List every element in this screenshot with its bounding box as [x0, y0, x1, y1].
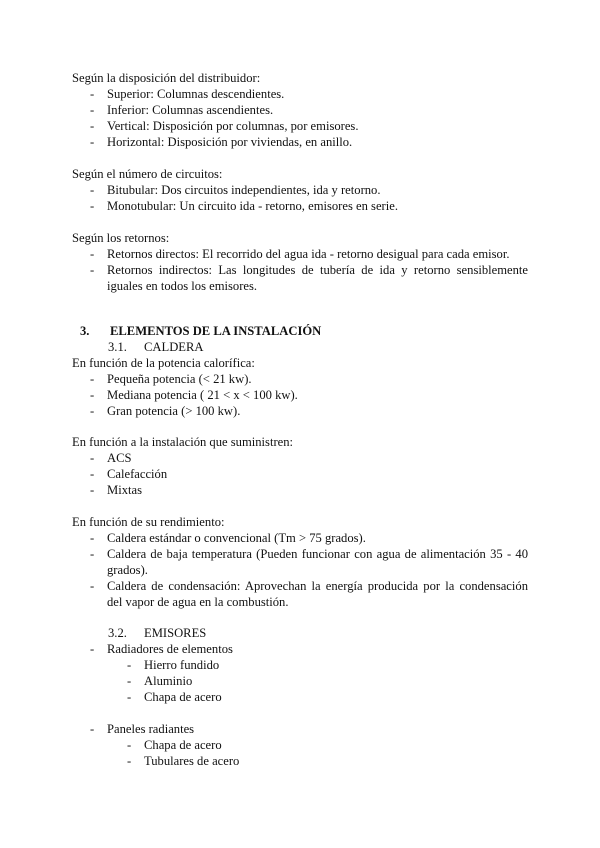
list-item: - ACS	[72, 450, 528, 466]
section-instalacion	[72, 434, 528, 498]
heading-number: 3.2.	[108, 626, 127, 640]
list-item: - Retornos directos: El recorrido del agua ida - retorno desigual para cada emisor.	[72, 246, 528, 262]
list-item: - Bitubular: Dos circuitos independientes, ida y retorno.	[72, 182, 528, 198]
heading-3-1	[72, 339, 528, 355]
sub-list-item: - Hierro fundido	[72, 657, 528, 673]
section-distribuidor	[72, 70, 528, 150]
list-item: - Mediana potencia ( 21 < x < 100 kw).	[72, 387, 528, 403]
section-retornos	[72, 230, 528, 294]
list-item: - Radiadores de elementos	[72, 641, 528, 657]
heading-3	[44, 323, 528, 339]
section-emisores	[72, 625, 528, 769]
heading-number: 3.1.	[108, 340, 127, 354]
sub-bullet-list	[72, 737, 528, 769]
list-item: - Gran potencia (> 100 kw).	[72, 403, 528, 419]
sub-bullet-list	[72, 657, 528, 705]
section-title: En función a la instalación que suministren:	[72, 435, 294, 449]
section-title: Según el número de circuitos:	[72, 167, 223, 181]
heading-text: ELEMENTOS DE LA INSTALACIÓN	[110, 324, 322, 338]
list-item: - Retornos indirectos: Las longitudes de tubería de ida y retorno sensiblemente iguales en todos los emisores.	[72, 262, 528, 294]
section-title: Según la disposición del distribuidor:	[72, 71, 261, 85]
list-item: - Paneles radiantes	[72, 721, 528, 737]
bullet-list	[72, 371, 528, 419]
bullet-list	[72, 86, 528, 150]
heading-text: CALDERA	[144, 340, 204, 354]
section-rendimiento	[72, 514, 528, 610]
bullet-list	[72, 246, 528, 294]
list-item: - Calefacción	[72, 466, 528, 482]
sub-list-item: - Chapa de acero	[72, 737, 528, 753]
list-item: - Horizontal: Disposición por viviendas, en anillo.	[72, 134, 528, 150]
section-circuitos	[72, 166, 528, 214]
spacer	[72, 705, 528, 721]
section-elementos	[72, 323, 528, 419]
list-item: - Vertical: Disposición por columnas, por emisores.	[72, 118, 528, 134]
list-item: - Inferior: Columnas ascendientes.	[72, 102, 528, 118]
heading-text: EMISORES	[144, 626, 207, 640]
bullet-list	[72, 530, 528, 610]
section-title: En función de la potencia calorífica:	[72, 356, 255, 370]
heading-3-2	[72, 625, 528, 641]
sub-list-item: - Chapa de acero	[72, 689, 528, 705]
list-item: - Monotubular: Un circuito ida - retorno, emisores en serie.	[72, 198, 528, 214]
list-item: - Mixtas	[72, 482, 528, 498]
sub-list-item: - Aluminio	[72, 673, 528, 689]
list-item: - Pequeña potencia (< 21 kw).	[72, 371, 528, 387]
list-item: - Superior: Columnas descendientes.	[72, 86, 528, 102]
sub-list-item: - Tubulares de acero	[72, 753, 528, 769]
bullet-list	[72, 641, 528, 657]
heading-number: 3.	[80, 324, 90, 338]
list-item: - Caldera estándar o convencional (Tm > 75 grados).	[72, 530, 528, 546]
bullet-list	[72, 450, 528, 498]
list-item: - Caldera de baja temperatura (Pueden funcionar con agua de alimentación 35 - 40 grados).	[72, 546, 528, 578]
bullet-list	[72, 182, 528, 214]
section-title: En función de su rendimiento:	[72, 515, 225, 529]
section-title: Según los retornos:	[72, 231, 170, 245]
bullet-list	[72, 721, 528, 737]
list-item: - Caldera de condensación: Aprovechan la energía producida por la condensación del vapor de agua en la combustión.	[72, 578, 528, 610]
